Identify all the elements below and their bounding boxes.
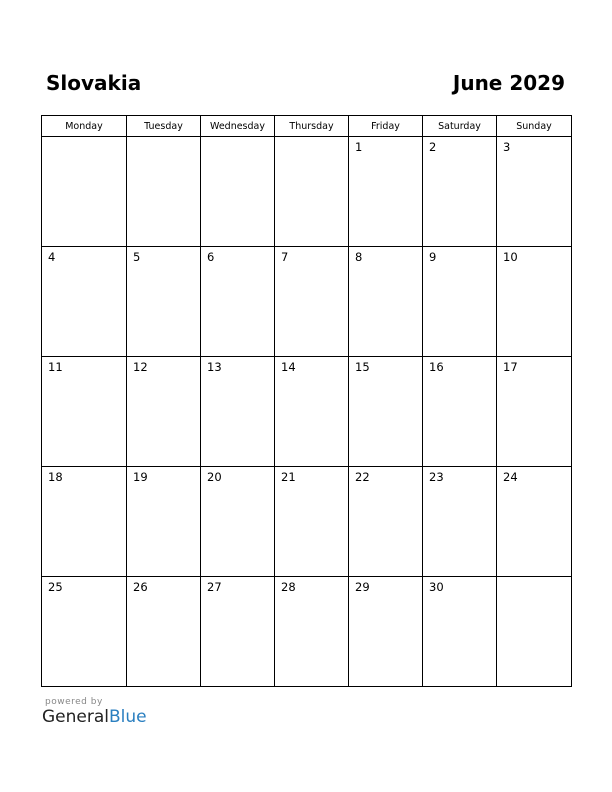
day-cell [201,467,275,577]
day-cell [42,137,127,247]
day-number [201,137,274,140]
day-cell [497,467,572,577]
day-cell [275,577,349,687]
day-cell [275,357,349,467]
day-cell [423,467,497,577]
brand-blue: Blue [109,707,147,727]
day-cell [423,357,497,467]
day-cell [423,577,497,687]
day-cell [127,357,201,467]
day-number: 9 [429,250,437,264]
day-cell [42,247,127,357]
day-number: 20 [207,470,222,484]
day-cell [497,357,572,467]
day-cell [201,247,275,357]
weekday-header-row [42,116,572,137]
day-number: 3 [503,140,511,154]
day-number: 23 [429,470,444,484]
day-number: 27 [207,580,222,594]
week-row [42,137,572,247]
month-year-title: June 2029 [452,71,565,95]
day-cell [275,467,349,577]
day-number: 30 [429,580,444,594]
day-cell [497,137,572,247]
country-title: Slovakia [46,71,142,95]
weekday-wednesday: Wednesday [201,116,275,137]
day-cell [497,577,572,687]
day-number: 1 [355,140,363,154]
weekday-saturday: Saturday [423,116,497,137]
day-number: 2 [429,140,437,154]
weekday-sunday: Sunday [497,116,572,137]
day-cell [423,247,497,357]
day-cell [349,247,423,357]
day-cell [275,247,349,357]
day-number: 4 [48,250,56,264]
week-row [42,247,572,357]
day-number: 29 [355,580,370,594]
day-number: 28 [281,580,296,594]
day-cell [201,577,275,687]
day-number: 12 [133,360,148,374]
week-row [42,467,572,577]
day-cell [201,357,275,467]
day-number: 10 [503,250,518,264]
weekday-friday: Friday [349,116,423,137]
brand-general: General [42,707,109,727]
day-number: 5 [133,250,141,264]
day-cell [42,467,127,577]
calendar-grid [41,115,572,687]
day-cell [42,577,127,687]
day-number [127,137,200,140]
day-cell [349,357,423,467]
weekday-monday: Monday [42,116,127,137]
day-number: 16 [429,360,444,374]
day-cell [127,247,201,357]
day-cell [42,357,127,467]
day-number: 22 [355,470,370,484]
day-number [497,577,571,580]
day-cell [497,247,572,357]
day-cell [127,577,201,687]
day-number: 14 [281,360,296,374]
weekday-thursday: Thursday [275,116,349,137]
day-cell [275,137,349,247]
day-number: 21 [281,470,296,484]
day-number: 17 [503,360,518,374]
day-number: 8 [355,250,363,264]
day-number: 7 [281,250,289,264]
day-number: 19 [133,470,148,484]
day-number: 24 [503,470,518,484]
day-cell [127,467,201,577]
day-number: 25 [48,580,63,594]
powered-by-text: powered by [45,697,103,707]
day-number: 26 [133,580,148,594]
day-cell [349,577,423,687]
day-cell [127,137,201,247]
day-number: 15 [355,360,370,374]
day-number: 6 [207,250,215,264]
day-number: 13 [207,360,222,374]
day-number: 18 [48,470,63,484]
week-row [42,577,572,687]
generalblue-logo[interactable] [42,707,147,727]
day-cell [201,137,275,247]
day-cell [423,137,497,247]
day-number [275,137,348,140]
day-cell [349,137,423,247]
day-number [42,137,126,140]
day-cell [349,467,423,577]
weekday-tuesday: Tuesday [127,116,201,137]
week-row [42,357,572,467]
day-number: 11 [48,360,63,374]
